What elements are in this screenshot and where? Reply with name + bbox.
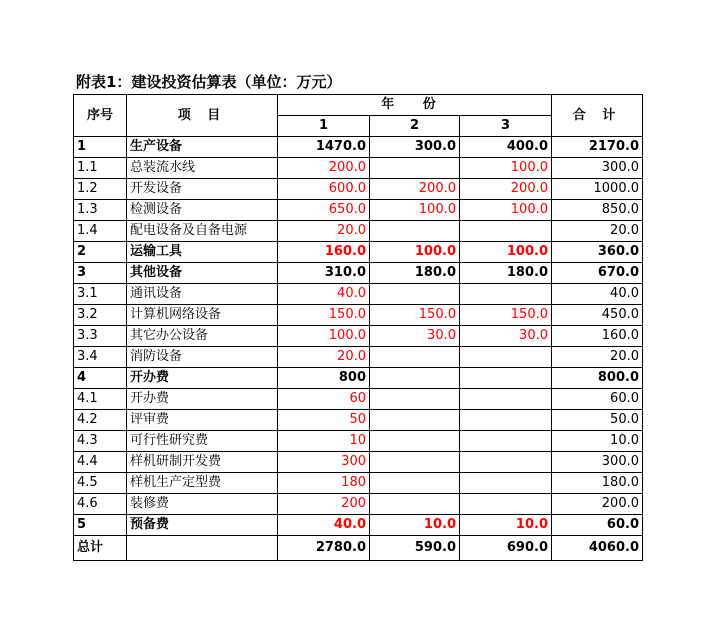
cell-year-1[interactable]: 60 — [278, 389, 370, 410]
table-row — [74, 158, 643, 179]
grand-total-item[interactable] — [127, 536, 278, 561]
cell-item[interactable]: 开办费 — [127, 389, 278, 410]
cell-year-1[interactable]: 200.0 — [278, 158, 370, 179]
cell-seq[interactable]: 3.3 — [74, 326, 127, 347]
cell-total[interactable]: 20.0 — [552, 221, 643, 242]
cell-total[interactable]: 360.0 — [552, 242, 643, 263]
cell-year-1[interactable]: 20.0 — [278, 347, 370, 368]
cell-year-2[interactable]: 30.0 — [370, 326, 460, 347]
cell-item[interactable]: 通讯设备 — [127, 284, 278, 305]
cell-seq[interactable]: 3.4 — [74, 347, 127, 368]
cell-seq[interactable]: 4.1 — [74, 389, 127, 410]
cell-item[interactable]: 消防设备 — [127, 347, 278, 368]
cell-seq[interactable]: 4.3 — [74, 431, 127, 452]
cell-total[interactable]: 450.0 — [552, 305, 643, 326]
cell-seq[interactable]: 4.5 — [74, 473, 127, 494]
table-row — [74, 221, 643, 242]
cell-item[interactable]: 配电设备及自备电源 — [127, 221, 278, 242]
header-year-2[interactable]: 2 — [370, 116, 460, 137]
cell-seq[interactable]: 4.2 — [74, 410, 127, 431]
cell-year-1[interactable]: 40.0 — [278, 515, 370, 536]
cell-year-1[interactable]: 40.0 — [278, 284, 370, 305]
cell-year-3[interactable] — [460, 284, 552, 305]
cell-item[interactable]: 其他设备 — [127, 263, 278, 284]
cell-seq[interactable]: 3.2 — [74, 305, 127, 326]
table-row — [74, 368, 643, 389]
cell-item[interactable]: 总装流水线 — [127, 158, 278, 179]
table-row — [74, 242, 643, 263]
cell-total[interactable]: 300.0 — [552, 158, 643, 179]
header-total[interactable]: 合 计 — [552, 95, 643, 137]
cell-year-1[interactable]: 20.0 — [278, 221, 370, 242]
cell-year-3[interactable]: 150.0 — [460, 305, 552, 326]
grand-total-row — [74, 536, 643, 561]
header-year-3[interactable]: 3 — [460, 116, 552, 137]
cell-year-1[interactable]: 300 — [278, 452, 370, 473]
cell-year-1[interactable]: 150.0 — [278, 305, 370, 326]
cell-year-2[interactable] — [370, 368, 460, 389]
cell-year-3[interactable] — [460, 368, 552, 389]
grand-total-label[interactable]: 总计 — [74, 536, 127, 561]
table-row — [74, 200, 643, 221]
cell-total[interactable]: 50.0 — [552, 410, 643, 431]
cell-year-1[interactable]: 600.0 — [278, 179, 370, 200]
cell-item[interactable]: 其它办公设备 — [127, 326, 278, 347]
cell-year-3[interactable] — [460, 347, 552, 368]
cell-year-1[interactable]: 10 — [278, 431, 370, 452]
cell-seq[interactable]: 3.1 — [74, 284, 127, 305]
header-year-1[interactable]: 1 — [278, 116, 370, 137]
investment-estimate-table — [73, 94, 643, 561]
cell-item[interactable]: 生产设备 — [127, 137, 278, 158]
cell-total[interactable]: 160.0 — [552, 326, 643, 347]
table-row — [74, 179, 643, 200]
cell-seq[interactable]: 3 — [74, 263, 127, 284]
cell-year-3[interactable]: 10.0 — [460, 515, 552, 536]
cell-item[interactable]: 预备费 — [127, 515, 278, 536]
cell-year-3[interactable]: 400.0 — [460, 137, 552, 158]
cell-year-3[interactable] — [460, 494, 552, 515]
table-row — [74, 389, 643, 410]
cell-year-2[interactable]: 300.0 — [370, 137, 460, 158]
cell-year-1[interactable]: 100.0 — [278, 326, 370, 347]
cell-year-2[interactable] — [370, 494, 460, 515]
cell-year-3[interactable] — [460, 389, 552, 410]
cell-year-3[interactable] — [460, 431, 552, 452]
header-row-1 — [74, 95, 643, 116]
cell-seq[interactable]: 1.1 — [74, 158, 127, 179]
cell-year-3[interactable] — [460, 473, 552, 494]
cell-total[interactable]: 20.0 — [552, 347, 643, 368]
cell-year-2[interactable]: 180.0 — [370, 263, 460, 284]
header-item[interactable]: 项 目 — [127, 95, 278, 137]
cell-year-3[interactable]: 100.0 — [460, 242, 552, 263]
cell-year-2[interactable]: 100.0 — [370, 200, 460, 221]
table-row — [74, 515, 643, 536]
cell-year-3[interactable] — [460, 452, 552, 473]
cell-year-3[interactable]: 180.0 — [460, 263, 552, 284]
cell-seq[interactable]: 2 — [74, 242, 127, 263]
cell-seq[interactable]: 1 — [74, 137, 127, 158]
cell-year-2[interactable] — [370, 431, 460, 452]
cell-year-1[interactable]: 1470.0 — [278, 137, 370, 158]
cell-total[interactable]: 670.0 — [552, 263, 643, 284]
cell-year-1[interactable]: 160.0 — [278, 242, 370, 263]
cell-year-2[interactable]: 100.0 — [370, 242, 460, 263]
cell-total[interactable]: 180.0 — [552, 473, 643, 494]
table-row — [74, 473, 643, 494]
grand-total-year-1[interactable]: 2780.0 — [278, 536, 370, 561]
cell-seq[interactable]: 4.4 — [74, 452, 127, 473]
cell-year-2[interactable] — [370, 158, 460, 179]
table-row — [74, 452, 643, 473]
cell-year-2[interactable] — [370, 221, 460, 242]
cell-year-1[interactable]: 800 — [278, 368, 370, 389]
cell-item[interactable]: 开办费 — [127, 368, 278, 389]
cell-year-2[interactable] — [370, 473, 460, 494]
cell-year-2[interactable] — [370, 347, 460, 368]
cell-year-2[interactable]: 150.0 — [370, 305, 460, 326]
cell-year-2[interactable] — [370, 389, 460, 410]
cell-year-2[interactable] — [370, 410, 460, 431]
cell-item[interactable]: 可行性研究费 — [127, 431, 278, 452]
table-title: 附表1：建设投资估算表（单位：万元） — [76, 73, 342, 91]
cell-year-3[interactable]: 200.0 — [460, 179, 552, 200]
cell-year-3[interactable]: 30.0 — [460, 326, 552, 347]
cell-year-1[interactable]: 200 — [278, 494, 370, 515]
cell-item[interactable]: 运输工具 — [127, 242, 278, 263]
cell-total[interactable]: 10.0 — [552, 431, 643, 452]
cell-total[interactable]: 850.0 — [552, 200, 643, 221]
cell-total[interactable]: 60.0 — [552, 389, 643, 410]
cell-total[interactable]: 300.0 — [552, 452, 643, 473]
grand-total-year-2[interactable]: 590.0 — [370, 536, 460, 561]
grand-total-year-3[interactable]: 690.0 — [460, 536, 552, 561]
cell-item[interactable]: 检测设备 — [127, 200, 278, 221]
cell-seq[interactable]: 1.2 — [74, 179, 127, 200]
table-row — [74, 431, 643, 452]
cell-total[interactable]: 2170.0 — [552, 137, 643, 158]
cell-year-2[interactable]: 10.0 — [370, 515, 460, 536]
table-row — [74, 284, 643, 305]
cell-item[interactable]: 装修费 — [127, 494, 278, 515]
cell-year-1[interactable]: 180 — [278, 473, 370, 494]
cell-seq[interactable]: 1.4 — [74, 221, 127, 242]
cell-total[interactable]: 1000.0 — [552, 179, 643, 200]
cell-item[interactable]: 样机研制开发费 — [127, 452, 278, 473]
table-row — [74, 263, 643, 284]
cell-seq[interactable]: 4 — [74, 368, 127, 389]
cell-year-2[interactable] — [370, 452, 460, 473]
cell-year-1[interactable]: 50 — [278, 410, 370, 431]
cell-year-2[interactable] — [370, 284, 460, 305]
cell-year-1[interactable]: 310.0 — [278, 263, 370, 284]
table-row — [74, 305, 643, 326]
table-row — [74, 326, 643, 347]
cell-year-3[interactable]: 100.0 — [460, 158, 552, 179]
cell-year-3[interactable]: 100.0 — [460, 200, 552, 221]
cell-total[interactable]: 40.0 — [552, 284, 643, 305]
cell-seq[interactable]: 5 — [74, 515, 127, 536]
cell-year-1[interactable]: 650.0 — [278, 200, 370, 221]
cell-total[interactable]: 200.0 — [552, 494, 643, 515]
cell-item[interactable]: 样机生产定型费 — [127, 473, 278, 494]
table-row — [74, 410, 643, 431]
cell-year-2[interactable]: 200.0 — [370, 179, 460, 200]
cell-year-3[interactable] — [460, 221, 552, 242]
cell-item[interactable]: 开发设备 — [127, 179, 278, 200]
cell-seq[interactable]: 4.6 — [74, 494, 127, 515]
cell-item[interactable]: 评审费 — [127, 410, 278, 431]
cell-total[interactable]: 60.0 — [552, 515, 643, 536]
header-seq[interactable]: 序号 — [74, 95, 127, 137]
table-row — [74, 347, 643, 368]
table-row — [74, 137, 643, 158]
cell-year-3[interactable] — [460, 410, 552, 431]
grand-total-sum[interactable]: 4060.0 — [552, 536, 643, 561]
cell-total[interactable]: 800.0 — [552, 368, 643, 389]
cell-item[interactable]: 计算机网络设备 — [127, 305, 278, 326]
header-year-group[interactable]: 年 份 — [278, 95, 552, 116]
table-row — [74, 494, 643, 515]
cell-seq[interactable]: 1.3 — [74, 200, 127, 221]
